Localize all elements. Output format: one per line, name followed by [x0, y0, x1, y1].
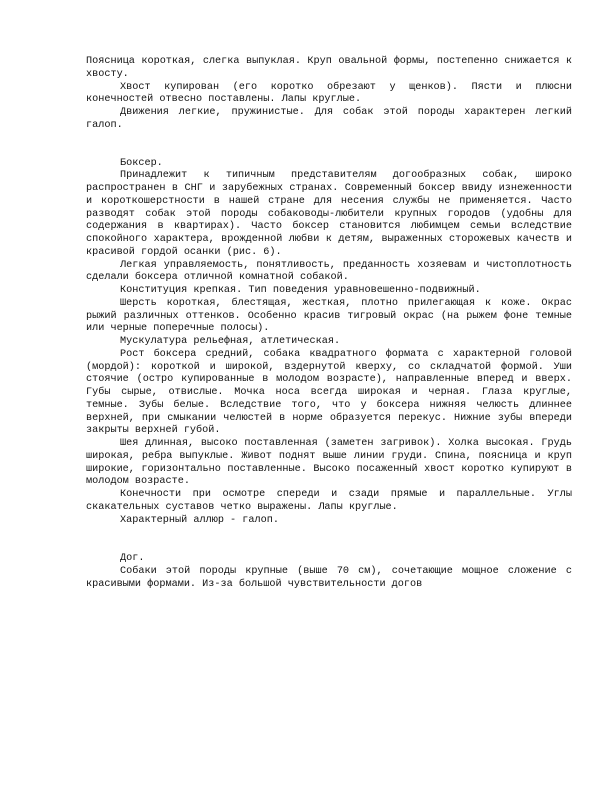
- boxer-paragraph-1: Принадлежит к типичным представителям догообразных собак, широко распространен в СНГ и зарубежных странах. Современный боксер ввиду изнеженности и короткошерстности в нашей стране для несения службы не применяется. Часто разводят собак этой породы собаководы-любители крупных городов (удобны для содержания в квартирах). Часто боксер становится любимцем семьи вследствие спокойного характера, врожденной любви к детям, выраженных сторожевых качеств и красивой гордой осанки (рис. 6).: [86, 170, 572, 258]
- boxer-paragraph-6: Рост боксера средний, собака квадратного формата с характерной головой (мордой): короткой и широкой, вздернутой кверху, со складчатой формой. Уши стоячие (остро купированные в молодом возрасте), направленные вперед и вверх. Губы сырые, отвислые. Мочка носа всегда широкая и черная. Глаза круглые, темные. Зубы белые. Вследствие того, что у боксера нижняя челюсть длиннее верхней, при смыкании челюстей в норме образуется перекус. Нижние зубы впереди закрыты верхней губой.: [86, 348, 572, 437]
- boxer-paragraph-7: Шея длинная, высоко поставленная (заметен загривок). Холка высокая. Грудь широкая, ребра выпуклые. Живот поднят выше линии груди. Спина, поясница и круп широкие, горизонтально поставленные. Высоко посаженный хвост коротко купируют в молодом возрасте.: [86, 438, 572, 488]
- boxer-paragraph-9: Характерный аллюр - галоп.: [120, 514, 279, 526]
- dog-paragraph-1: Собаки этой породы крупные (выше 70 см), сочетающие мощное сложение с красивыми формами. Из-за большой чувствительности догов: [86, 566, 572, 590]
- section-gap: [86, 133, 572, 158]
- document-page: [86, 56, 572, 592]
- boxer-paragraph-3: Конституция крепкая. Тип поведения уравновешенно-подвижный.: [120, 285, 481, 296]
- section-title-dog: Дог.: [120, 553, 145, 565]
- section-title-boxer: Боксер.: [120, 157, 163, 169]
- intro-paragraph-1: Поясница короткая, слегка выпуклая. Круп овальной формы, постепенно снижается к хвосту.: [86, 56, 572, 80]
- intro-paragraph-2: Хвост купирован (его коротко обрезают у щенков). Пясти и плюсни конечностей отвесно поставлены. Лапы круглые.: [86, 81, 572, 106]
- boxer-paragraph-5: Мускулатура рельефная, атлетическая.: [120, 336, 341, 347]
- intro-paragraph-3: Движения легкие, пружинистые. Для собак этой породы характерен легкий галоп.: [86, 107, 572, 131]
- boxer-paragraph-2: Легкая управляемость, понятливость, преданность хозяевам и чистоплотность сделали боксера отличной комнатной собакой.: [86, 259, 572, 284]
- boxer-paragraph-4: Шерсть короткая, блестящая, жесткая, плотно прилегающая к коже. Окрас рыжий различных оттенков. Особенно красив тигровый окрас (на рыжем фоне темные или черные поперечные полосы).: [86, 297, 572, 335]
- section-gap: [86, 527, 572, 553]
- boxer-paragraph-8: Конечности при осмотре спереди и сзади прямые и параллельные. Углы скакательных суставов четко выражены. Лапы круглые.: [86, 489, 572, 513]
